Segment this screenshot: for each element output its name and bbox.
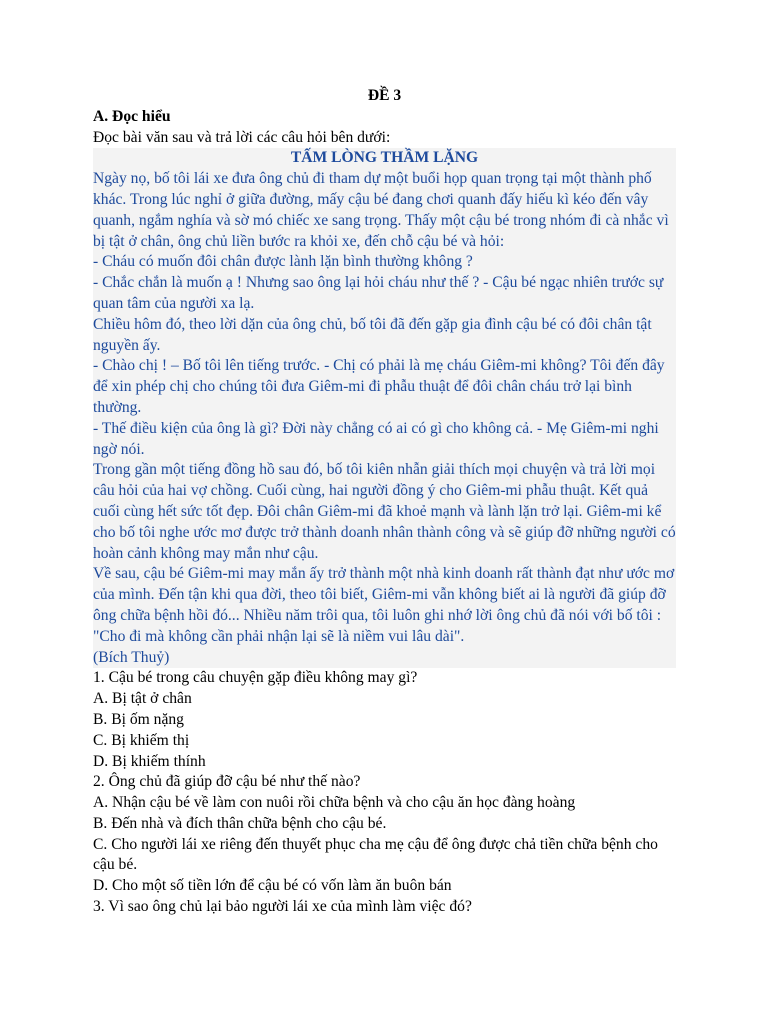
option-1b: B. Bị ốm nặng bbox=[93, 710, 184, 728]
exam-title: ĐỀ 3 bbox=[367, 87, 402, 104]
option-2b: B. Đến nhà và đích thân chữa bệnh cho cậu bé. bbox=[93, 814, 387, 832]
question-2: 2. Ông chủ đã giúp đỡ cậu bé như thế nào? bbox=[93, 773, 361, 791]
passage-paragraph: Chiều hôm đó, theo lời dặn của ông chủ, bố tôi đã đến gặp gia đình cậu bé có đôi chân tật nguyền ấy. bbox=[93, 315, 652, 354]
passage-paragraph: Về sau, cậu bé Giêm-mi may mắn ấy trở thành một nhà kinh doanh rất thành đạt như ước mơ của mình. Đến tận khi qua đời, theo tôi biết, Giêm-mi vẫn không biết ai là người đã giúp đỡ ông chữa bệnh hồi đó... Nhiều năm trôi qua, tôi luôn ghi nhớ lời ông chủ đã nói với bố tôi : "Cho đi mà không cần phải nhận lại sẽ là niềm vui lâu dài". bbox=[93, 565, 675, 645]
option-2a: A. Nhận cậu bé về làm con nuôi rồi chữa bệnh và cho cậu ăn học đàng hoàng bbox=[93, 794, 576, 812]
passage-source: (Bích Thuỷ) bbox=[93, 648, 170, 666]
passage-paragraph: - Cháu có muốn đôi chân được lành lặn bình thường không ? bbox=[93, 253, 473, 271]
reading-passage bbox=[93, 148, 676, 668]
instruction-text: Đọc bài văn sau và trả lời các câu hỏi bên dưới: bbox=[93, 128, 391, 146]
questions-list bbox=[93, 668, 676, 918]
passage-paragraph: - Chắc chắn là muốn ạ ! Nhưng sao ông lại hỏi cháu như thế ? - Cậu bé ngạc nhiên trước sự quan tâm của người xa lạ. bbox=[93, 274, 664, 312]
option-2c: C. Cho người lái xe riêng đến thuyết phục cha mẹ cậu để ông được chả tiền chữa bệnh cho cậu bé. bbox=[93, 835, 658, 874]
passage-title: TẤM LÒNG THẦM LẶNG bbox=[290, 149, 479, 167]
passage-paragraph: - Thế điều kiện của ông là gì? Đời này chẳng có ai có gì cho không cả. - Mẹ Giêm-mi nghi ngờ nói. bbox=[93, 419, 659, 458]
passage-paragraph: - Chào chị ! – Bố tôi lên tiếng trước. - Chị có phải là mẹ cháu Giêm-mi không? Tôi đến đây để xin phép chị cho chúng tôi đưa Giêm-mi đi phẫu thuật để đôi chân cháu trở lại bình thường. bbox=[93, 357, 665, 416]
option-1d: D. Bị khiếm thính bbox=[93, 752, 206, 770]
section-heading: A. Đọc hiểu bbox=[93, 107, 171, 125]
option-1c: C. Bị khiếm thị bbox=[93, 731, 190, 749]
document-page bbox=[93, 86, 676, 918]
option-2d: D. Cho một số tiền lớn để cậu bé có vốn làm ăn buôn bán bbox=[93, 877, 452, 895]
passage-paragraph: Trong gần một tiếng đồng hồ sau đó, bố tôi kiên nhẫn giải thích mọi chuyện và trả lời mọi câu hỏi của hai vợ chồng. Cuối cùng, hai người đồng ý cho Giêm-mi phẫu thuật. Kết quả cuối cùng hết sức tốt đẹp. Đôi chân Giêm-mi đã khoẻ mạnh và lành lặn trở lại. Giêm-mi kể cho bố tôi nghe ước mơ được trở thành doanh nhân thành công và sẽ giúp đỡ những người có hoàn cảnh không may mắn như cậu. bbox=[93, 461, 676, 562]
option-1a: A. Bị tật ở chân bbox=[93, 690, 192, 708]
question-3: 3. Vì sao ông chủ lại bảo người lái xe của mình làm việc đó? bbox=[93, 898, 472, 916]
passage-paragraph: Ngày nọ, bố tôi lái xe đưa ông chủ đi tham dự một buổi họp quan trọng tại một thành phố khác. Trong lúc nghỉ ở giữa đường, mấy cậu bé đang chơi quanh đấy hiếu kì kéo đến vây quanh, ngắm nghía và sờ mó chiếc xe sang trọng. Thấy một cậu bé trong nhóm đi cà nhắc vì bị tật ở chân, ông chủ liền bước ra khỏi xe, đến chỗ cậu bé và hỏi: bbox=[93, 170, 669, 250]
question-1: 1. Cậu bé trong câu chuyện gặp điều không may gì? bbox=[93, 669, 418, 687]
